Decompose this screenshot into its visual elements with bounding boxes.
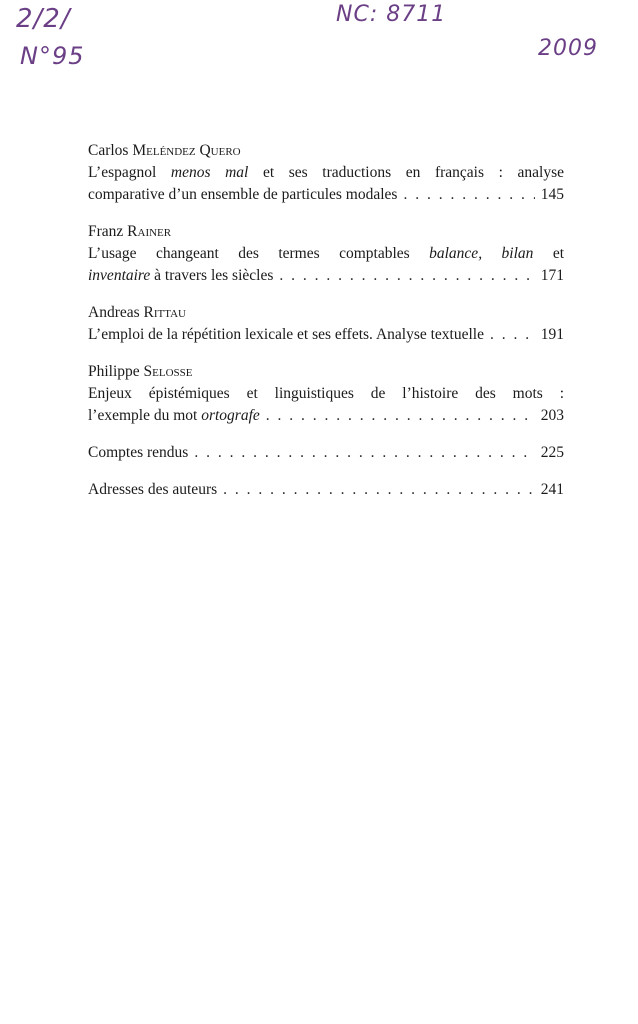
author-name: Franz Rainer — [88, 223, 172, 240]
page-number: 171 — [540, 267, 564, 284]
author-name: Philippe Selosse — [88, 363, 193, 380]
article-title-line-with-page: l’exemple du mot ortografe . . . 203 — [88, 405, 564, 427]
leader-dots — [279, 265, 534, 287]
handwritten-year: 2009 — [538, 36, 598, 61]
page-number: 225 — [540, 444, 564, 461]
handwritten-issue-number: N°95 — [20, 42, 85, 70]
toc-entry-reviews — [88, 442, 564, 464]
article-title-line: Enjeux épistémiques et linguistiques de l’histoire des mots : — [88, 385, 564, 402]
table-of-contents — [88, 140, 564, 516]
handwritten-note-fraction: 2/2/ — [16, 4, 71, 34]
handwritten-call-number: NC: 8711 — [336, 2, 447, 27]
leader-dots — [403, 184, 534, 206]
leader-dots — [266, 405, 535, 427]
toc-entry-selosse — [88, 361, 564, 427]
author-name: Carlos Meléndez Quero — [88, 142, 241, 159]
article-title-line-with-page: comparative d’un ensemble de particules modales . . . 145 — [88, 184, 564, 206]
leader-dots — [223, 479, 535, 501]
author-name: Andreas Rittau — [88, 304, 186, 321]
page-number: 241 — [540, 481, 564, 498]
section-line-with-page: Adresses des auteurs . . . 241 — [88, 479, 564, 501]
leader-dots — [194, 442, 534, 464]
page-number: 191 — [540, 326, 564, 343]
section-line-with-page: Comptes rendus . . . 225 — [88, 442, 564, 464]
page-number: 203 — [540, 407, 564, 424]
article-title-line: L’usage changeant des termes comptables balance, bilan et — [88, 245, 565, 262]
toc-entry-rittau — [88, 302, 564, 346]
leader-dots — [490, 324, 535, 346]
toc-entry-addresses — [88, 479, 564, 501]
toc-entry-melendez — [88, 140, 564, 206]
article-title-line-with-page: inventaire à travers les siècles . . . 171 — [88, 265, 564, 287]
toc-entry-rainer — [88, 221, 564, 287]
page-number: 145 — [540, 186, 564, 203]
article-title-line: L’espagnol menos mal et ses traductions en français : analyse — [88, 164, 564, 181]
article-title-line-with-page: L’emploi de la répétition lexicale et ses effets. Analyse textuelle . . . 191 — [88, 324, 564, 346]
